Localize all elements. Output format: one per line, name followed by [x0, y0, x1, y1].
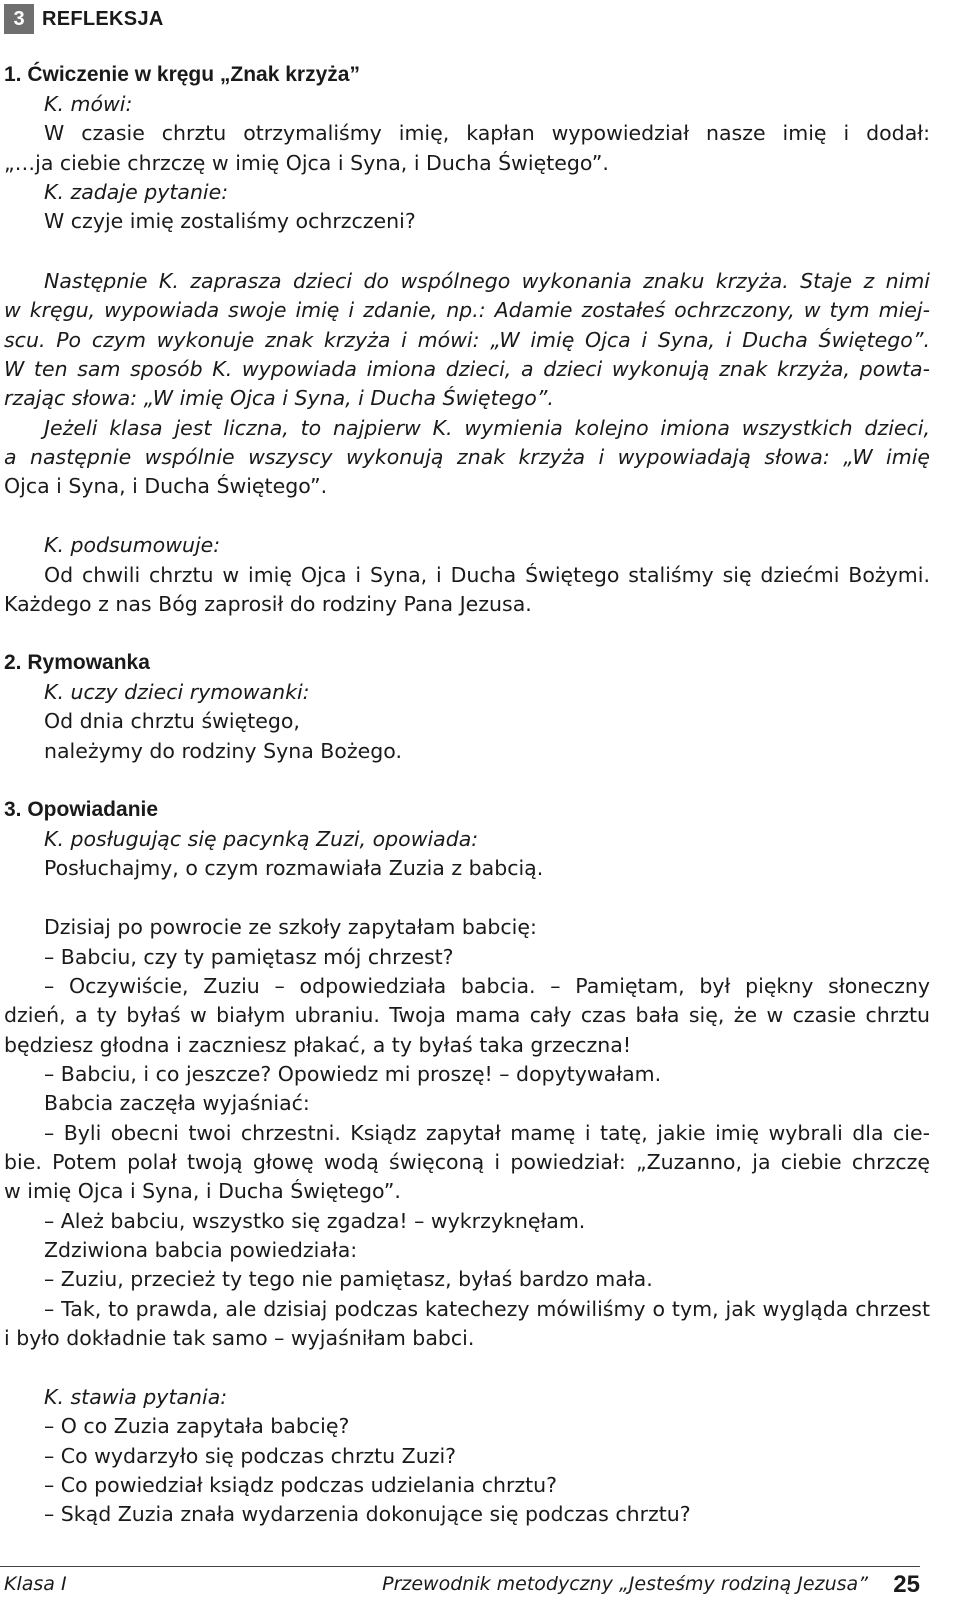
page-footer: [4, 1567, 920, 1601]
page-number: 25: [893, 1571, 920, 1598]
teacher-instruction: K. uczy dzieci rymowanki:: [44, 680, 310, 704]
question-line: – Skąd Zuzia znała wydarzenia dokonujące się podczas chrztu?: [44, 1502, 691, 1526]
teacher-instruction: K. podsumowuje:: [44, 533, 221, 557]
teacher-instruction: K. stawia pytania:: [44, 1385, 228, 1409]
story-line: Babcia zaczęła wyjaśniać:: [44, 1091, 310, 1115]
instruction-line: Ojca i Syna, i Ducha Świętego”.: [4, 474, 328, 498]
instruction-line: a następnie wspólnie wszyscy wykonują znak krzyża i wypowiadają słowa: „W imię: [4, 445, 930, 469]
story-line: – Zuziu, przecież ty tego nie pamiętasz, byłaś bardzo mała.: [44, 1267, 653, 1291]
story-line: dzień, a ty byłaś w białym ubraniu. Twoja mama cały czas bała się, że w czasie chrztu: [4, 1003, 930, 1027]
story-line: w imię Ojca i Syna, i Ducha Świętego”.: [4, 1179, 401, 1203]
footer-book-title: Przewodnik metodyczny „Jesteśmy rodziną Jezusa”: [382, 1573, 868, 1595]
instruction-line: Następnie K. zaprasza dzieci do wspólnego wykonania znaku krzyża. Staje z nimi: [44, 269, 930, 293]
instruction-line: Jeżeli klasa jest liczna, to najpierw K. wymienia kolejno imiona wszystkich dzieci,: [44, 416, 930, 440]
story-line: Zdziwiona babcia powiedziała:: [44, 1238, 358, 1262]
instruction-line: rzając słowa: „W imię Ojca i Syna, i Ducha Świętego”.: [4, 386, 554, 410]
exercise-2-heading: 2. Rymowanka: [4, 651, 150, 674]
story-line: – Ależ babciu, wszystko się zgadza! – wykrzyknęłam.: [44, 1209, 586, 1233]
paragraph-line: „…ja ciebie chrzczę w imię Ojca i Syna, i Ducha Świętego”.: [4, 151, 609, 175]
story-line: Posłuchajmy, o czym rozmawiała Zuzia z babcią.: [44, 856, 544, 880]
section-title: REFLEKSJA: [42, 7, 164, 30]
question-line: – O co Zuzia zapytała babcię?: [44, 1414, 350, 1438]
question-line: W czyje imię zostaliśmy ochrzczeni?: [44, 209, 416, 233]
teacher-instruction: K. mówi:: [44, 92, 133, 116]
instruction-line: scu. Po czym wykonuje znak krzyża i mówi: „W imię Ojca i Syna, i Ducha Świętego”.: [4, 328, 930, 352]
summary-line: Od chwili chrztu w imię Ojca i Syna, i Ducha Świętego staliśmy się dziećmi Bożymi.: [44, 563, 930, 587]
story-line: – Tak, to prawda, ale dzisiaj podczas katechezy mówiliśmy o tym, jak wygląda chrzest: [44, 1297, 930, 1321]
story-line: – Byli obecni twoi chrzestni. Ksiądz zapytał mamę i tatę, jakie imię wybrali dla cie-: [44, 1121, 930, 1145]
question-line: – Co wydarzyło się podczas chrztu Zuzi?: [44, 1444, 457, 1468]
teacher-instruction: K. zadaje pytanie:: [44, 180, 229, 204]
rhyme-line: należymy do rodziny Syna Bożego.: [44, 739, 402, 763]
story-line: bie. Potem polał twoją głowę wodą święconą i powiedział: „Zuzanno, ja ciebie chrzczę: [4, 1150, 930, 1174]
footer-class-label: Klasa I: [4, 1573, 67, 1595]
summary-line: Każdego z nas Bóg zaprosił do rodziny Pana Jezusa.: [4, 592, 532, 616]
story-line: – Babciu, i co jeszcze? Opowiedz mi proszę! – dopytywałam.: [44, 1062, 662, 1086]
rhyme-line: Od dnia chrztu świętego,: [44, 709, 300, 733]
question-line: – Co powiedział ksiądz podczas udzielania chrztu?: [44, 1473, 558, 1497]
instruction-line: W ten sam sposób K. wypowiada imiona dzieci, a dzieci wykonują znak krzyża, powta-: [4, 357, 930, 381]
section-header: [4, 4, 164, 34]
section-number: 3: [4, 4, 34, 34]
story-line: – Oczywiście, Zuziu – odpowiedziała babcia. – Pamiętam, był piękny słoneczny: [44, 974, 930, 998]
instruction-line: w kręgu, wypowiada swoje imię i zdanie, np.: Adamie zostałeś ochrzczony, w tym miej-: [4, 298, 930, 322]
story-line: i było dokładnie tak samo – wyjaśniłam babci.: [4, 1326, 475, 1350]
teacher-instruction: K. posługując się pacynką Zuzi, opowiada:: [44, 827, 479, 851]
exercise-1-heading: 1. Ćwiczenie w kręgu „Znak krzyża”: [4, 63, 360, 86]
exercise-3-heading: 3. Opowiadanie: [4, 798, 159, 821]
story-line: będziesz głodna i zaczniesz płakać, a ty byłaś taka grzeczna!: [4, 1033, 632, 1057]
story-line: Dzisiaj po powrocie ze szkoły zapytałam babcię:: [44, 915, 537, 939]
paragraph-line: W czasie chrztu otrzymaliśmy imię, kapłan wypowiedział nasze imię i dodał:: [44, 121, 930, 145]
story-line: – Babciu, czy ty pamiętasz mój chrzest?: [44, 945, 454, 969]
